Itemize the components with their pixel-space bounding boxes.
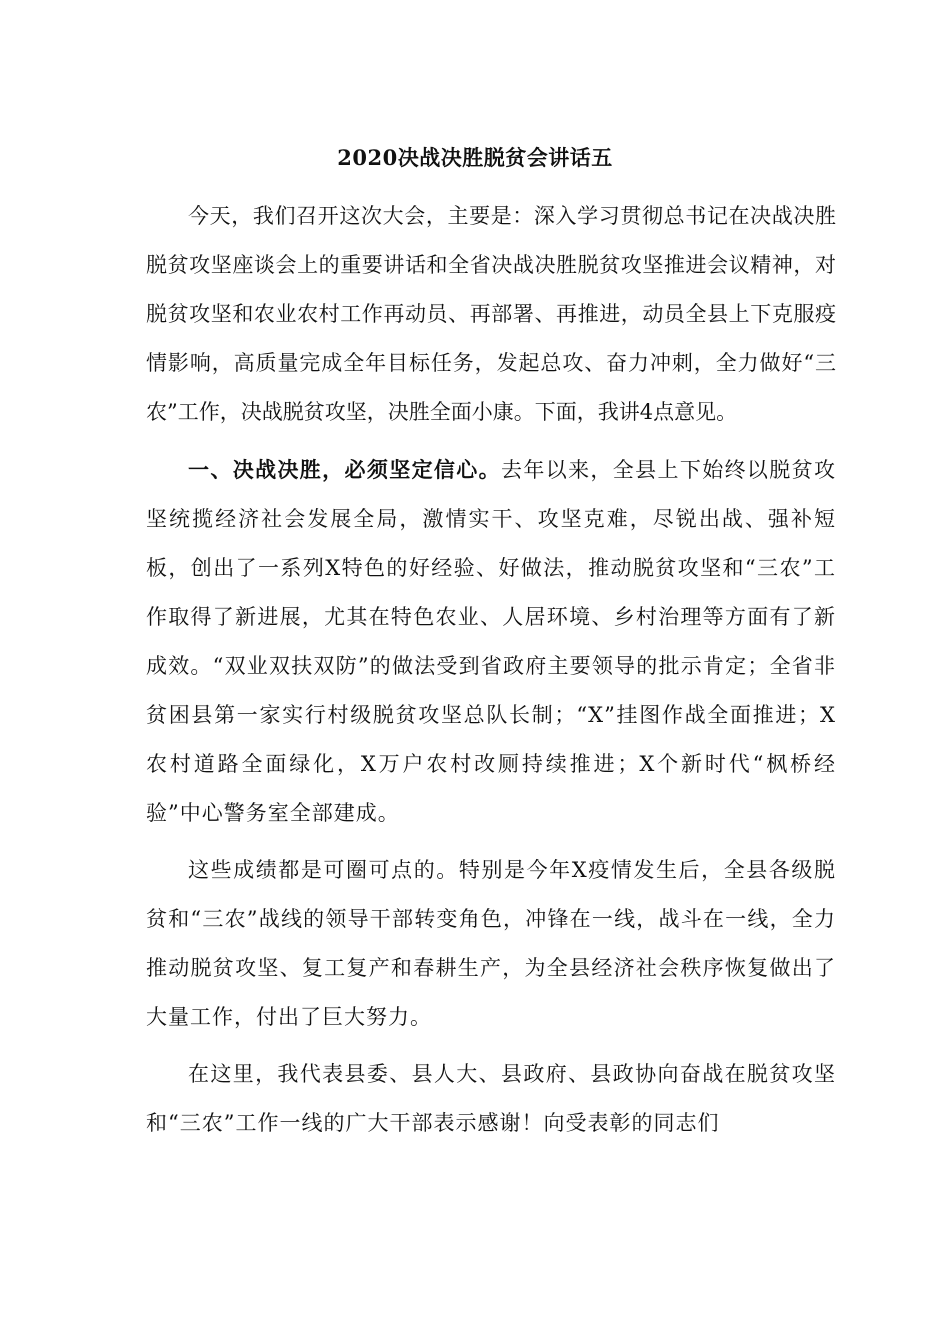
paragraph-achievements xyxy=(146,846,836,1042)
document-title: 2020决战决胜脱贫会讲话五 xyxy=(337,145,613,170)
paragraph-section-one xyxy=(146,445,836,838)
paragraph-thanks xyxy=(146,1050,836,1148)
paragraph-thanks-text: 在这里，我代表县委、县人大、县政府、县政协向奋战在脱贫攻坚和“三农”工作一线的广大干部表示感谢！向受表彰的同志们 xyxy=(146,1062,836,1135)
paragraph-intro-text: 今天，我们召开这次大会，主要是：深入学习贯彻总书记在决战决胜脱贫攻坚座谈会上的重要讲话和全省决战决胜脱贫攻坚推进会议精神，对脱贫攻坚和农业农村工作再动员、再部署、再推进，动员全县上下克服疫情影响，高质量完成全年目标任务，发起总攻、奋力冲刺，全力做好“三农”工作，决战脱贫攻坚，决胜全面小康。下面，我讲4点意见。 xyxy=(146,204,836,424)
paragraph-achievements-text: 这些成绩都是可圈可点的。特别是今年X疫情发生后，全县各级脱贫和“三农”战线的领导干部转变角色，冲锋在一线，战斗在一线，全力推动脱贫攻坚、复工复产和春耕生产，为全县经济社会秩序恢复做出了大量工作，付出了巨大努力。 xyxy=(146,858,836,1029)
paragraph-intro xyxy=(146,192,836,437)
section-one-heading: 一、决战决胜，必须坚定信心。 xyxy=(188,457,501,482)
paragraph-section-one-text: 去年以来，全县上下始终以脱贫攻坚统揽经济社会发展全局，激情实干、攻坚克难，尽锐出战、强补短板，创出了一系列X特色的好经验、好做法，推动脱贫攻坚和“三农”工作取得了新进展，尤其在特色农业、人居环境、乡村治理等方面有了新成效。“双业双扶双防”的做法受到省政府主要领导的批示肯定；全省非贫困县第一家实行村级脱贫攻坚总队长制；“X”挂图作战全面推进；X农村道路全面绿化，X万户农村改厕持续推进；X个新时代“枫桥经验”中心警务室全部建成。 xyxy=(146,458,836,825)
document-body xyxy=(146,192,836,1148)
